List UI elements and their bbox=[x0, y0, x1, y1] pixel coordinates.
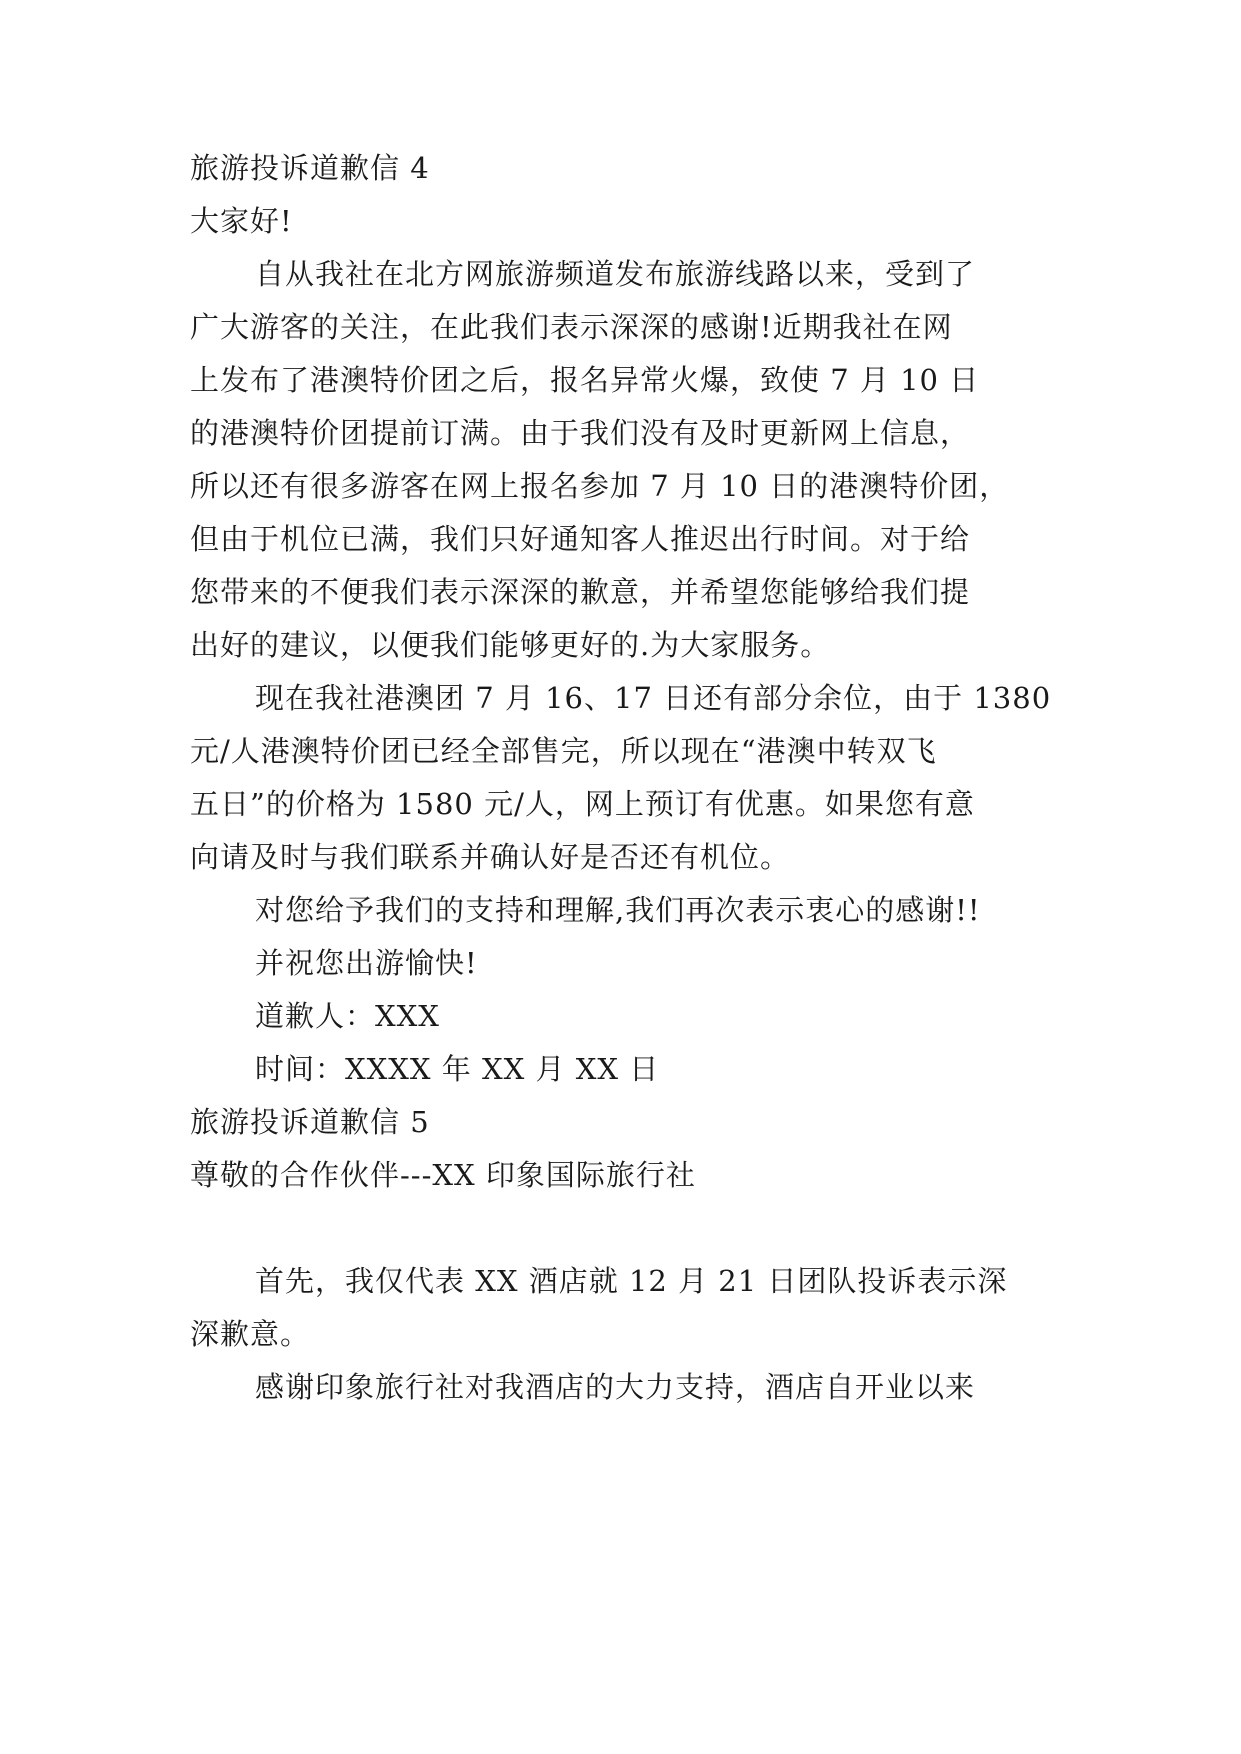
letter4-p2-line: 现在我社港澳团 7 月 16、17 日还有部分余位，由于 1380 bbox=[255, 681, 1052, 715]
letter4-p1-line: 但由于机位已满，我们只好通知客人推迟出行时间。对于给 bbox=[190, 522, 971, 556]
letter4-p1-line: 您带来的不便我们表示深深的歉意，并希望您能够给我们提 bbox=[190, 575, 971, 609]
letter4-p1-line: 自从我社在北方网旅游频道发布旅游线路以来，受到了 bbox=[255, 257, 976, 291]
letter4-p2-line: 向请及时与我们联系并确认好是否还有机位。 bbox=[190, 840, 791, 874]
letter4-p2-line: 五日”的价格为 1580 元/人，网上预订有优惠。如果您有意 bbox=[190, 787, 975, 821]
letter4-signer: 道歉人：XXX bbox=[255, 999, 440, 1033]
letter5-p2-line: 感谢印象旅行社对我酒店的大力支持，酒店自开业以来 bbox=[255, 1370, 976, 1404]
letter4-wishes: 并祝您出游愉快! bbox=[255, 946, 478, 980]
letter4-p1-line: 所以还有很多游客在网上报名参加 7 月 10 日的港澳特价团， bbox=[190, 469, 1010, 503]
letter4-p1-line: 上发布了港澳特价团之后，报名异常火爆，致使 7 月 10 日 bbox=[190, 363, 980, 397]
letter4-thanks: 对您给予我们的支持和理解,我们再次表示衷心的感谢!! bbox=[255, 893, 981, 927]
letter4-p1-line: 出好的建议，以便我们能够更好的.为大家服务。 bbox=[190, 628, 831, 662]
letter5-p1-line: 首先，我仅代表 XX 酒店就 12 月 21 日团队投诉表示深 bbox=[255, 1264, 1008, 1298]
letter4-p1-line: 广大游客的关注，在此我们表示深深的感谢!近期我社在网 bbox=[190, 310, 953, 344]
letter4-title: 旅游投诉道歉信 4 bbox=[190, 151, 430, 185]
letter4-greeting: 大家好! bbox=[190, 204, 293, 238]
letter5-title: 旅游投诉道歉信 5 bbox=[190, 1105, 430, 1139]
letter5-p1-line: 深歉意。 bbox=[190, 1317, 311, 1351]
letter4-p1-line: 的港澳特价团提前订满。由于我们没有及时更新网上信息， bbox=[190, 416, 971, 450]
letter5-salutation: 尊敬的合作伙伴---XX 印象国际旅行社 bbox=[190, 1158, 696, 1192]
letter4-date: 时间：XXXX 年 XX 月 XX 日 bbox=[255, 1052, 660, 1086]
letter4-p2-line: 元/人港澳特价团已经全部售完，所以现在“港澳中转双飞 bbox=[190, 734, 937, 768]
